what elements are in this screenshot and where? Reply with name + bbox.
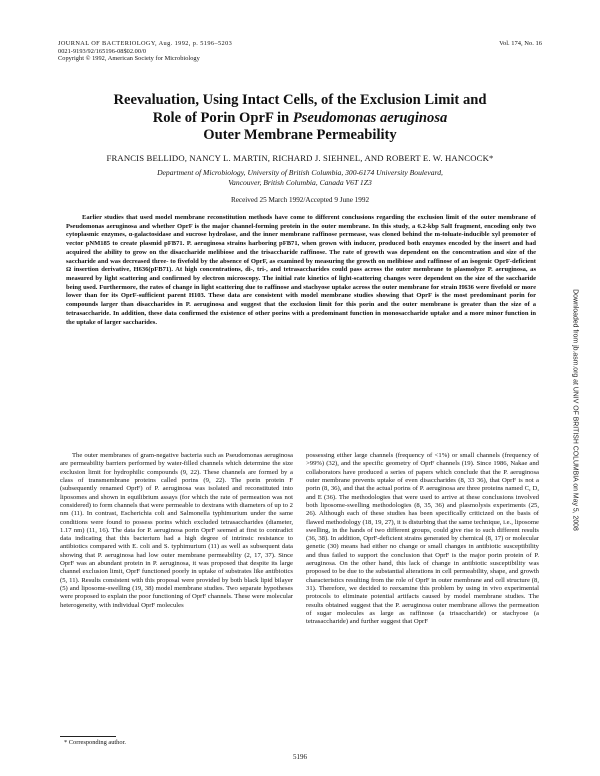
article-code: 0021-9193/92/165196-08$02.00/0 [58,47,147,55]
received-dates: Received 25 March 1992/Accepted 9 June 1992 [230,196,370,204]
title-line-2-prefix: Role of Porin OprF in [152,109,293,126]
download-sidebar [555,240,595,580]
title-line-2 [60,110,540,128]
abstract: Earlier studies that used model membrane reconstitution methods have come to different conclusions regarding the exclusion limit of the outer membrane of Pseudomonas aeruginosa and whether OprF is the major channel-forming protein in the outer membrane. In this study, a 6.2-kbp SalI fragment, encoding only two cytoplasmic enzymes, α-galactosidase and sucrose hydrolase, and the inner membrane raffinose permease, was cloned behind the m-toluate-inducible xyl promoter of vector pNM185 to create plasmid pFB71. P. aeruginosa strains harboring pFB71, when grown with inducer, produced both enzymes encoded by the insert and had acquired the ability to grow on the disaccharide melibiose and the trisaccharide raffinose. The rate of growth was dependent on the concentration and size of the saccharide and was decreased three- to fivefold by the absence of OprF, as examined by measuring the growth on melibiose and raffinose of an isogenic OprF-deficient Ω insertion derivative, H636(pFB71). At high concentrations, di-, tri-, and tetrasaccharides could pass across the outer membrane to plasmolyze P. aeruginosa, as measured by light scattering and confirmed by electron microscopy. The initial rate kinetics of light-scattering changes were dependent on the size of the saccharide being used. Furthermore, the rates of change in light scattering due to raffinose and stachyose uptake across the outer membrane for strain H636 were fivefold or more lower than for its OprF-sufficient parent H103. These data are consistent with model membrane studies showing that OprF is the most predominant porin for compounds larger than disaccharides in P. aeruginosa and suggest that the exclusion limit for this porin and the outer membrane is greater than the size of a tetrasaccharide. In addition, these data confirmed the existence of other porins with a predominant function in monosaccharide uptake and a more minor function in the uptake of larger saccharides. [66,214,536,326]
affiliation-line-2: Vancouver, British Columbia, Canada V6T 1Z3 [228,178,372,187]
page-number: 5196 [293,753,307,761]
journal-citation: JOURNAL OF BACTERIOLOGY, Aug. 1992, p. 5196–5203 [58,40,233,47]
affiliation [60,168,540,188]
volume-info: Vol. 174, No. 16 [499,40,542,47]
journal-header [58,40,358,63]
title-line-1: Reevaluation, Using Intact Cells, of the Exclusion Limit and [113,92,487,108]
affiliation-line-1: Department of Microbiology, University of British Columbia, 300-6174 University Boulevard, [157,168,443,177]
download-notice: Downloaded from jb.asm.org at UNIV OF BRITISH COLUMBIA on May 5, 2008 [571,289,579,531]
article-title [60,92,540,145]
copyright-line: Copyright © 1992, American Society for Microbiology [58,55,200,63]
author-list: FRANCIS BELLIDO, NANCY L. MARTIN, RICHARD J. SIEHNEL, AND ROBERT E. W. HANCOCK* [106,153,494,163]
body-column-left: The outer membranes of gram-negative bacteria such as Pseudomonas aeruginosa are permeability barriers performed by water-filled channels which determine the size exclusion limit for hydrophilic compounds (9, 22). These channels are formed by a class of transmembrane proteins called porins (9, 22). The porin protein F (subsequently renamed OprF) of P. aeruginosa was isolated and reconstituted into liposomes and shown in equilibrium assays (for which the rate of permeation was not considered) to form channels that were permeable to dextrans with diameters of up to 2 nm (11). In contrast, Escherichia coli and Salmonella typhimurium under the same conditions were found to possess porins which excluded tetrasaccharides (diameter, 1.17 nm) (11, 16). The data for P. aeruginosa porin OprF seemed at first to contradict data indicating that this bacterium had a high degree of intrinsic resistance to antibiotics compared with E. coli and S. typhimurium (11) as well as subsequent data showing that P. aeruginosa had low outer membrane permeability (2, 17, 37). Since OprF was an abundant protein in P. aeruginosa, it was proposed that despite its large channel exclusion limit, OprF functioned poorly in uptake of substrates like antibiotics (5, 11). Results consistent with this proposal were provided by both black lipid bilayer (5) and liposome-swelling (19, 38) model membrane studies. Two separate hypotheses were proposed to explain the poor functioning of OprF channels. These were molecular heterogeneity, with individual OprF molecules [60,452,293,609]
footnote: * Corresponding author. [64,739,126,746]
title-species-name: Pseudomonas aeruginosa [292,109,448,126]
title-line-3: Outer Membrane Permeability [203,127,397,143]
body-column-right: possessing either large channels (frequency of <1%) or small channels (frequency of >99%) (32), and the specific geometry of OprF channels (19). Since 1986, Nakae and collaborators have produced a series of papers which conclude that the P. aeruginosa outer membrane prevents uptake of even disaccharides (8, 33 36), that OprF is not a porin (8, 36), and that the actual porins of P. aeruginosa are three proteins named C, D, and E (36). The methodologies that were used to arrive at these conclusions involved both liposome-swelling methodologies (8, 35, 36) and plasmolysis experiments (25, 26). Although each of these studies has been specifically criticized on the basis of flawed methodology (18, 19, 27), it is disturbing that the same technique, i.e., liposome swelling, in the hands of two different groups, could give rise to such different results (36, 38). In addition, OprF-deficient strains generated by chemical (8, 17) or molecular genetic (30) means had either no change or small changes in antibiotic susceptibility and thus failed to support the conclusion that OprF is the major porin protein of P. aeruginosa. On the other hand, this lack of change in antibiotic susceptibility was proposed to be due to the substantial alterations in cell permeability, shape, and growth characteristics resulting from the role of OprF in outer membrane and cell structure (8, 31). Therefore, we decided to reexamine this problem by using in vivo experimental protocols to eliminate potential artifacts caused by model membrane studies. The results obtained suggest that the P. aeruginosa outer membrane allows the permeation of sugar molecules as large as raffinose (a trisaccharide) or stachyose (a tetrasaccharide) and further suggest that OprF [306,452,539,626]
footnote-divider [60,736,116,737]
